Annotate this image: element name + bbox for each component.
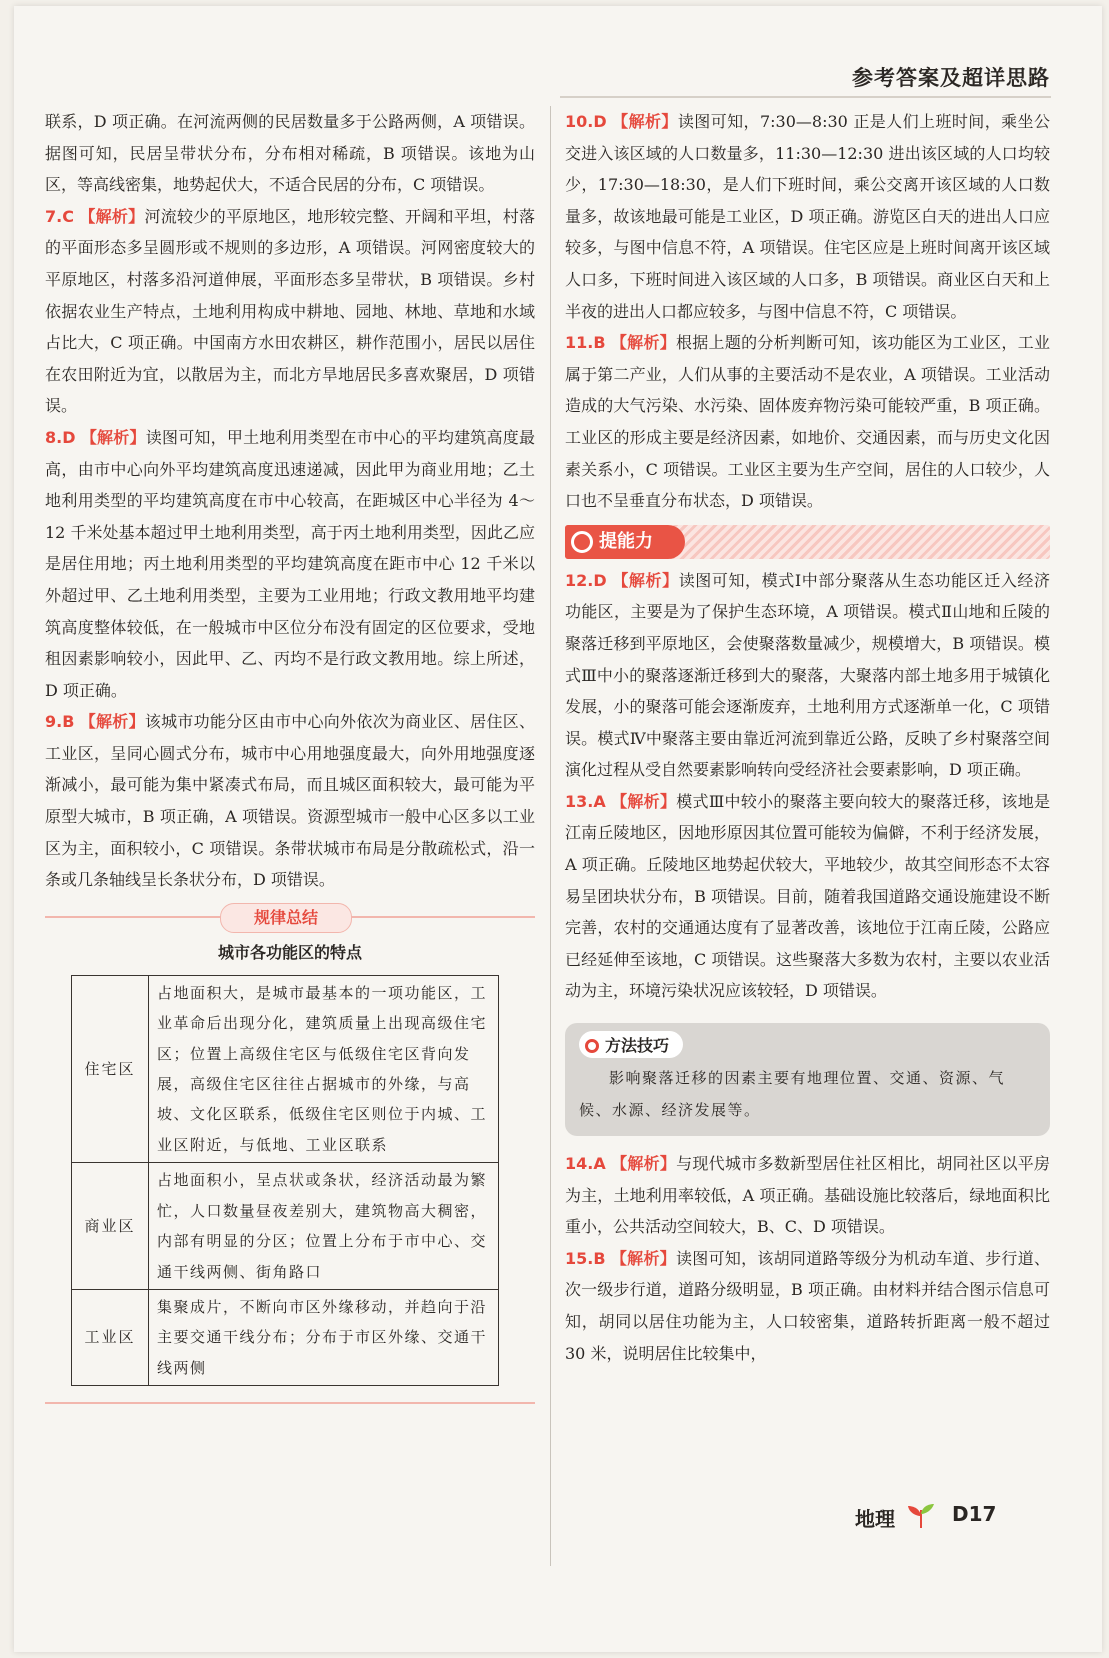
method-tip-box bbox=[565, 1023, 1050, 1136]
page-header-title: 参考答案及超详思路 bbox=[852, 66, 1050, 90]
answer-text: 河流较少的平原地区，地形较完整、开阔和平坦，村落的平面形态多呈圆形或不规则的多边形，A 项错误。河网密度较大的平原地区，村落多沿河道伸展，平面形态多呈带状，B 项错误。乡村依据农业生产特点，土地利用构成中耕地、园地、林地、草地和水域占比大，C 项正确。中国南方水田农耕区，耕作范围小，居民以居住在农田附近为宜，以散居为主，而北方旱地居民多喜欢聚居，D 项错误。 bbox=[45, 206, 535, 416]
answer-item bbox=[565, 1243, 1050, 1369]
answer-item bbox=[45, 201, 535, 422]
answer-item bbox=[45, 422, 535, 706]
answer-number: 13.A bbox=[565, 791, 606, 811]
target-icon bbox=[585, 1039, 599, 1053]
answer-text: 读图可知，7:30—8:30 正是人们上班时间，乘坐公交进入该区域的人口数量多，11:30—12:30 进出该区域的人口均较少，17:30—18:30，是人们下班时间，乘公交离开该区域的人口数量多，故该地最可能是工业区，D 项正确。游览区白天的进出人口应较多，与图中信息不符，A 项错误。住宅区应是上班时间离开该区域人口多，下班时间进入该区域的人口多，B 项错误。商业区白天和上半夜的进出人口都应较多，与图中信息不符，C 项错误。 bbox=[565, 112, 1050, 321]
table-row bbox=[72, 1163, 499, 1290]
answer-number: 9.B bbox=[45, 712, 75, 732]
section-label-wrap bbox=[565, 525, 685, 559]
analysis-tag: 【解析】 bbox=[612, 112, 678, 131]
continued-answer: 联系，D 项正确。在河流两侧的民居数量多于公路两侧，A 项错误。据图可知，民居呈带状分布，分布相对稀疏，B 项错误。该地为山区，等高线密集，地势起伏大，不适合民居的分布，C 项错误。 bbox=[45, 112, 535, 195]
rule-box-bottom-rule bbox=[45, 1402, 535, 1404]
answer-number: 12.D bbox=[565, 570, 607, 590]
table-title: 城市各功能区的特点 bbox=[217, 942, 362, 962]
method-tip-text: 影响聚落迁移的因素主要有地理位置、交通、资源、气候、水源、经济发展等。 bbox=[579, 1069, 1006, 1120]
analysis-tag: 【解析】 bbox=[79, 206, 145, 226]
zone-name: 住宅区 bbox=[72, 975, 149, 1162]
rule-summary-badge: 规律总结 bbox=[220, 903, 352, 933]
answer-item bbox=[45, 706, 535, 896]
zone-description: 集聚成片，不断向市区外缘移动，并趋向于沿主要交通干线分布；分布于市区外缘、交通干线两侧 bbox=[149, 1289, 499, 1385]
answer-text: 模式Ⅲ中较小的聚落主要向较大的聚落迁移，该地是江南丘陵地区，因地形原因其位置可能较为偏僻，不利于经济发展，A 项正确。丘陵地区地势起伏较大，平地较少，故其空间形态不太容易呈团块状分布，B 项错误。目前，随着我国道路交通设施建设不断完善，农村的交通通达度有了显著改善，该地位于江南丘陵，公路应已经延伸至该地，C 项错误。这些聚落大多数为农村，主要以农业活动为主，环境污染状况应该较轻，D 项错误。 bbox=[565, 791, 1050, 1001]
answer-number: 15.B bbox=[565, 1248, 606, 1268]
answer-number: 14.A bbox=[565, 1154, 606, 1174]
page-number: D17 bbox=[952, 1502, 997, 1526]
function-zone-table bbox=[71, 975, 499, 1386]
answer-number: 11.B bbox=[565, 333, 606, 353]
answer-text: 该城市功能分区由市中心向外依次为商业区、居住区、工业区，呈同心圆式分布，城市中心用地强度最大，向外用地强度逐渐减小，最可能为集中紧凑式布局，而且城区面积较大，最可能为平原型大城市，B 项正确，A 项错误。资源型城市一般中心区多以工业区为主，面积较小，C 项错误。条带状城市布局是分散疏松式，沿一条或几条轴线呈长条状分布，D 项错误。 bbox=[45, 712, 535, 890]
answer-number: 8.D bbox=[45, 427, 76, 447]
section-label: 提能力 bbox=[599, 530, 653, 552]
footer-subject: 地理 bbox=[855, 1507, 895, 1531]
analysis-tag: 【解析】 bbox=[610, 1248, 676, 1268]
answer-text: 读图可知，甲土地利用类型在市中心的平均建筑高度最高，由市中心向外平均建筑高度迅速递减，因此甲为商业用地；乙土地利用类型的平均建筑高度在市中心较高，在距城区中心半径为 4～12 千米处基本超过甲土地利用类型，高于丙土地利用类型，因此乙应是居住用地；丙土地利用类型的平均建筑高度在距市中心 12 千米以外超过甲、乙土地利用类型，主要为工业用地；行政文教用地平均建筑高度整体较低，在一般城市中区位分布没有固定的区位要求，受地租因素影响较小，因此甲、乙、丙均不是行政文教用地。综上所述，D 项正确。 bbox=[45, 427, 535, 700]
zone-name: 工业区 bbox=[72, 1289, 149, 1385]
method-tip-header bbox=[579, 1031, 683, 1058]
left-column bbox=[45, 106, 535, 1404]
section-icon bbox=[571, 531, 593, 553]
zone-name: 商业区 bbox=[72, 1163, 149, 1290]
answer-text: 根据上题的分析判断可知，该功能区为工业区，工业属于第二产业，人们从事的主要活动不是农业，A 项错误。工业活动造成的大气污染、水污染、固体废弃物污染可能较严重，B 项正确。工业区的形成主要是经济因素，如地价、交通因素，而与历史文化因素关系小，C 项错误。工业区主要为生产空间，居住的人口较少，人口也不呈垂直分布状态，D 项错误。 bbox=[565, 333, 1050, 511]
zone-description: 占地面积大，是城市最基本的一项功能区，工业革命后出现分化，建筑质量上出现高级住宅区；位置上高级住宅区与低级住宅区背向发展，高级住宅区往往占据城市的外缘，与高坡、文化区联系，低级住宅区则位于内城、工业区附近，与低地、工业区联系 bbox=[149, 975, 499, 1162]
answer-item bbox=[565, 1148, 1050, 1243]
analysis-tag: 【解析】 bbox=[611, 1154, 677, 1174]
answer-item bbox=[565, 106, 1050, 327]
rule-summary-box bbox=[45, 907, 535, 1404]
analysis-tag: 【解析】 bbox=[80, 427, 146, 447]
answer-text: 与现代城市多数新型居住社区相比，胡同社区以平房为主，土地利用率较低，A 项正确。基础设施比较落后，绿地面积比重小，公共活动空间较大，B、C、D 项错误。 bbox=[565, 1154, 1050, 1237]
leaf-icon bbox=[903, 1502, 939, 1530]
header-rule bbox=[560, 96, 1051, 98]
table-row bbox=[72, 975, 499, 1162]
analysis-tag: 【解析】 bbox=[612, 570, 679, 590]
table-row bbox=[72, 1289, 499, 1385]
answer-item bbox=[565, 327, 1050, 517]
analysis-tag: 【解析】 bbox=[610, 333, 676, 353]
analysis-tag: 【解析】 bbox=[611, 791, 677, 811]
answer-text: 读图可知，模式Ⅰ中部分聚落从生态功能区迁入经济功能区，主要是为了保护生态环境，A 项错误。模式Ⅱ山地和丘陵的聚落迁移到平原地区，会使聚落数量减少，规模增大，B 项错误。模式Ⅲ中小的聚落逐渐迁移到大的聚落，大聚落内部土地多用于城镇化发展，小的聚落可能会逐渐废弃，土地利用方式逐渐单一化，C 项错误。模式Ⅳ中聚落主要由靠近河流到靠近公路，反映了乡村聚落空间演化过程从受自然要素影响转向受经济社会要素影响，D 项正确。 bbox=[565, 570, 1050, 780]
answer-text: 读图可知，该胡同道路等级分为机动车道、步行道、次一级步行道，道路分级明显，B 项正确。由材料并结合图示信息可知，胡同以居住功能为主，人口较密集，道路转折距离一般不超过 30 米，说明居住比较集中， bbox=[565, 1248, 1050, 1363]
answer-number: 7.C bbox=[45, 206, 74, 226]
answer-number: 10.D bbox=[565, 112, 607, 131]
zone-description: 占地面积小，呈点状或条状，经济活动最为繁忙，人口数量昼夜差别大，建筑物高大稠密，内部有明显的分区；位置上分布于市中心、交通干线两侧、街角路口 bbox=[149, 1163, 499, 1290]
method-tip-title: 方法技巧 bbox=[605, 1036, 670, 1056]
column-divider bbox=[550, 106, 551, 1566]
analysis-tag: 【解析】 bbox=[79, 712, 145, 732]
answer-item bbox=[565, 786, 1050, 1007]
right-column bbox=[565, 106, 1050, 1369]
section-banner bbox=[565, 525, 1050, 559]
answer-item bbox=[565, 565, 1050, 786]
